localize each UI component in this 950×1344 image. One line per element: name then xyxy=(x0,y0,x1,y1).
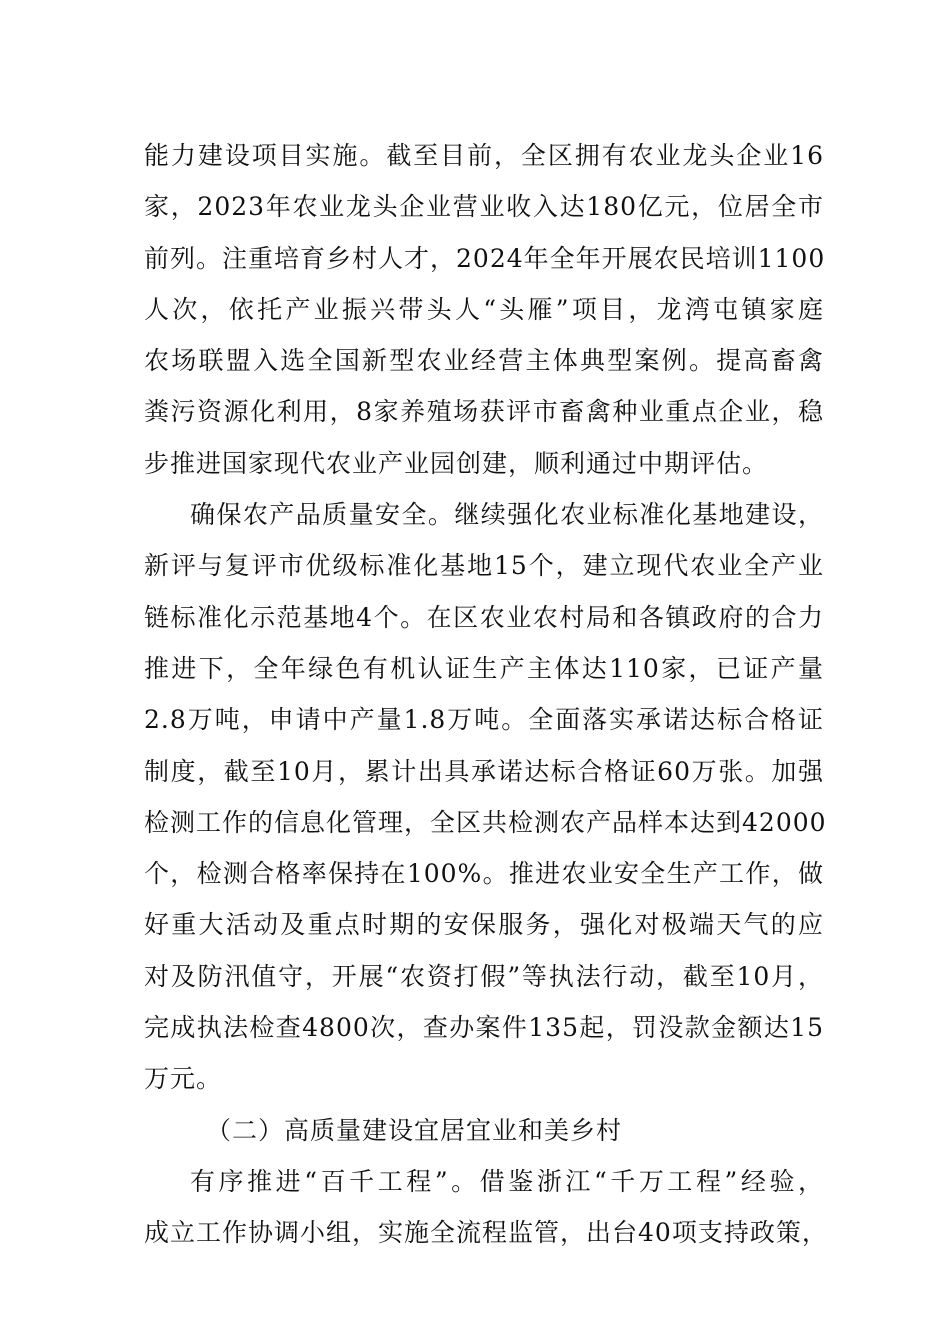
text-line-16: 好重大活动及重点时期的安保服务，强化对极端天气的应 xyxy=(144,910,824,940)
section-heading: （二）高质量建设宜居宜业和美乡村 xyxy=(206,1115,623,1145)
text-line-10: 链标准化示范基地4个。在区农业农村局和各镇政府的合力 xyxy=(144,602,824,632)
text-line-11: 推进下，全年绿色有机认证生产主体达110家，已证产量 xyxy=(144,653,824,683)
text-line-3: 前列。注重培育乡村人才，2024年全年开展农民培训1100 xyxy=(144,243,826,273)
text-line-14: 检测工作的信息化管理，全区共检测农产品样本达到42000 xyxy=(144,807,827,837)
text-line-22: 成立工作协调小组，实施全流程监管，出台40项支持政策， xyxy=(144,1218,828,1248)
text-line-6: 粪污资源化利用，8家养殖场获评市畜禽种业重点企业，稳 xyxy=(144,397,824,427)
text-line-9: 新评与复评市优级标准化基地15个，建立现代农业全产业 xyxy=(144,551,824,581)
text-line-12: 2.8万吨，申请中产量1.8万吨。全面落实承诺达标合格证 xyxy=(144,705,824,735)
text-line-18: 完成执法检查4800次，查办案件135起，罚没款金额达15 xyxy=(144,1013,824,1043)
paragraph-start-quality-safety: 确保农产品质量安全。继续强化农业标准化基地建设， xyxy=(190,500,824,530)
document-body xyxy=(144,130,828,1259)
text-line-17: 对及防汛值守，开展“农资打假”等执法行动，截至10月， xyxy=(144,961,824,991)
text-line-15: 个，检测合格率保持在100%。推进农业安全生产工作，做 xyxy=(144,859,824,889)
text-line-7: 步推进国家现代农业产业园创建，顺利通过中期评估。 xyxy=(144,448,769,478)
text-line-13: 制度，截至10月，累计出具承诺达标合格证60万张。加强 xyxy=(144,756,824,786)
text-line-1: 能力建设项目实施。截至目前，全区拥有农业龙头企业16 xyxy=(144,141,824,170)
text-line-19: 万元。 xyxy=(144,1064,223,1094)
text-line-2: 家，2023年农业龙头企业营业收入达180亿元，位居全市 xyxy=(144,192,824,222)
paragraph-start-baiqian: 有序推进“百千工程”。借鉴浙江“千万工程”经验， xyxy=(190,1166,824,1196)
text-line-5: 农场联盟入选全国新型农业经营主体典型案例。提高畜禽 xyxy=(144,346,824,376)
text-line-4: 人次，依托产业振兴带头人“头雁”项目，龙湾屯镇家庭 xyxy=(144,294,824,324)
